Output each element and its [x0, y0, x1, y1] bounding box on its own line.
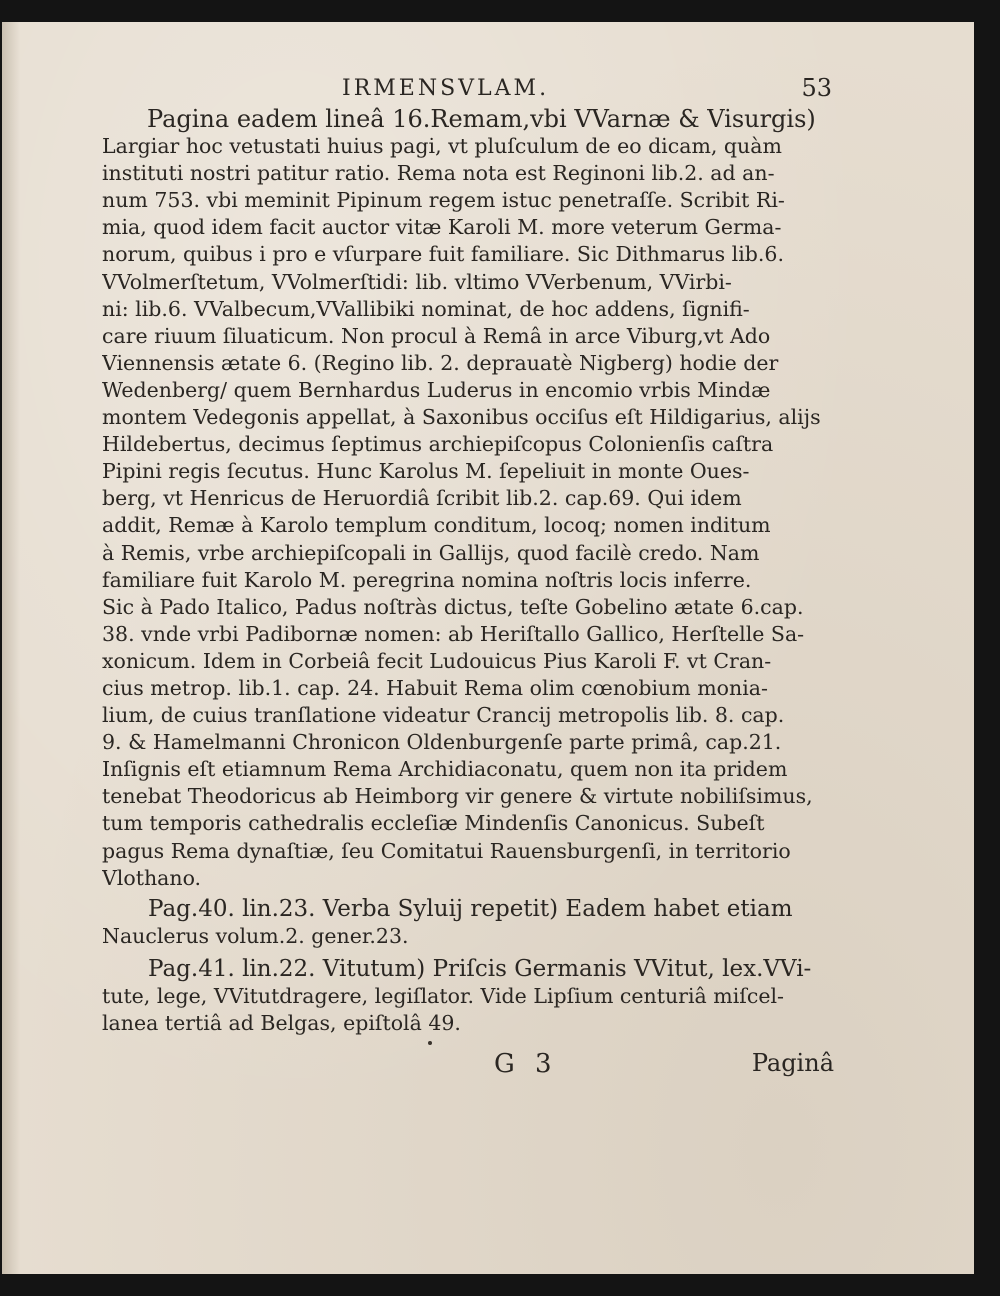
text-line: berg, vt Henricus de Heruordiâ ſcribit lib.2. cap.69. Qui idem: [102, 486, 742, 511]
text-line: tute, lege, VVitutdragere, legiſlator. Vide Lipſium centuriâ miſcel-: [102, 984, 784, 1008]
text-line: Nauclerus volum.2. gener.23.: [102, 923, 409, 948]
text-line: pagus Rema dynaſtiæ, ſeu Comitatui Rauensburgenſi, in territorio: [102, 838, 791, 863]
book-page: [2, 22, 974, 1274]
text-line: Wedenberg/ quem Bernhardus Luderus in encomio vrbis Mindæ: [102, 377, 771, 402]
text-line: mia, quod idem facit auctor vitæ Karoli M. more veterum Germa-: [102, 215, 782, 240]
text-line: Sic à Pado Italico, Padus noſtràs dictus, teſte Gobelino ætate 6.cap.: [102, 594, 804, 619]
text-line: Viennensis ætate 6. (Regino lib. 2. deprauatè Nigberg) hodie der: [102, 350, 779, 375]
text-line: montem Vedegonis appellat, à Saxonibus occiſus eſt Hildigarius, alijs: [102, 405, 821, 430]
text-line: xonicum. Idem in Corbeiâ fecit Ludouicus Pius Karoli F. vt Cran-: [102, 648, 772, 673]
running-head: [102, 62, 832, 106]
text-line: num 753. vbi meminit Pipinum regem istuc penetraſſe. Scribit Ri-: [102, 188, 785, 213]
text-line: Pagina eadem lineâ 16.Remam,vbi VVarnæ & Visurgis): [147, 106, 816, 133]
text-line: lanea tertiâ ad Belgas, epiſtolâ 49.: [102, 1011, 461, 1036]
text-line: instituti nostri patitur ratio. Rema nota est Reginoni lib.2. ad an-: [102, 161, 775, 186]
text-line: VVolmerſtetum, VVolmerſtidi: lib. vltimo VVerbenum, VVirbi-: [102, 269, 732, 294]
ink-dot: [428, 1041, 432, 1045]
running-head-title: IRMENSVLAM.: [342, 76, 550, 101]
text-line: Inſignis eſt etiamnum Rema Archidiaconatu, quem non ita pridem: [102, 757, 788, 782]
page-gutter-shadow: [2, 22, 20, 1274]
text-line: Pag.40. lin.23. Verba Syluij repetit) Eadem habet etiam: [148, 895, 793, 922]
page-number: 53: [801, 74, 832, 102]
text-line: lium, de cuius tranſlatione videatur Crancij metropolis lib. 8. cap.: [102, 703, 785, 728]
text-line: norum, quibus i pro e vſurpare fuit familiare. Sic Dithmarus lib.6.: [102, 242, 784, 267]
text-line: familiare fuit Karolo M. peregrina nomina noſtris locis inferre.: [102, 567, 752, 592]
signature-mark: G 3: [494, 1049, 558, 1080]
text-line: tum temporis cathedralis eccleſiæ Mindenſis Canonicus. Subeſt: [102, 811, 765, 836]
page-footer: [102, 1049, 832, 1089]
text-line: Pipini regis ſecutus. Hunc Karolus M. ſepeliuit in monte Oues-: [102, 459, 750, 484]
text-line: à Remis, vrbe archiepiſcopali in Gallijs, quod facilè credo. Nam: [102, 540, 760, 565]
text-block: [102, 62, 832, 1089]
text-line: cius metrop. lib.1. cap. 24. Habuit Rema olim cœnobium monia-: [102, 675, 768, 700]
text-line: 38. vnde vrbi Padibornæ nomen: ab Heriſtallo Gallico, Herſtelle Sa-: [102, 621, 805, 646]
text-line: addit, Remæ à Karolo templum conditum, locoq; nomen inditum: [102, 513, 771, 538]
catchword: Paginâ: [751, 1049, 834, 1078]
text-line: Vlothano.: [102, 865, 202, 890]
text-line: Hildebertus, decimus ſeptimus archiepiſcopus Colonienſis caſtra: [102, 432, 774, 457]
text-line: 9. & Hamelmanni Chronicon Oldenburgenſe parte primâ, cap.21.: [102, 730, 782, 755]
text-line: care riuum ſiluaticum. Non procul à Remâ in arce Viburg,vt Ado: [102, 323, 771, 348]
text-line: Pag.41. lin.22. Vitutum) Priſcis Germanis VVitut, lex.VVi-: [148, 955, 812, 982]
text-line: tenebat Theodoricus ab Heimborg vir genere & virtute nobiliſsimus,: [102, 784, 813, 809]
text-line: Largiar hoc vetustati huius pagi, vt pluſculum de eo dicam, quàm: [102, 134, 782, 159]
text-line: ni: lib.6. VValbecum,VVallibiki nominat, de hoc addens, ſignifi-: [102, 296, 750, 321]
